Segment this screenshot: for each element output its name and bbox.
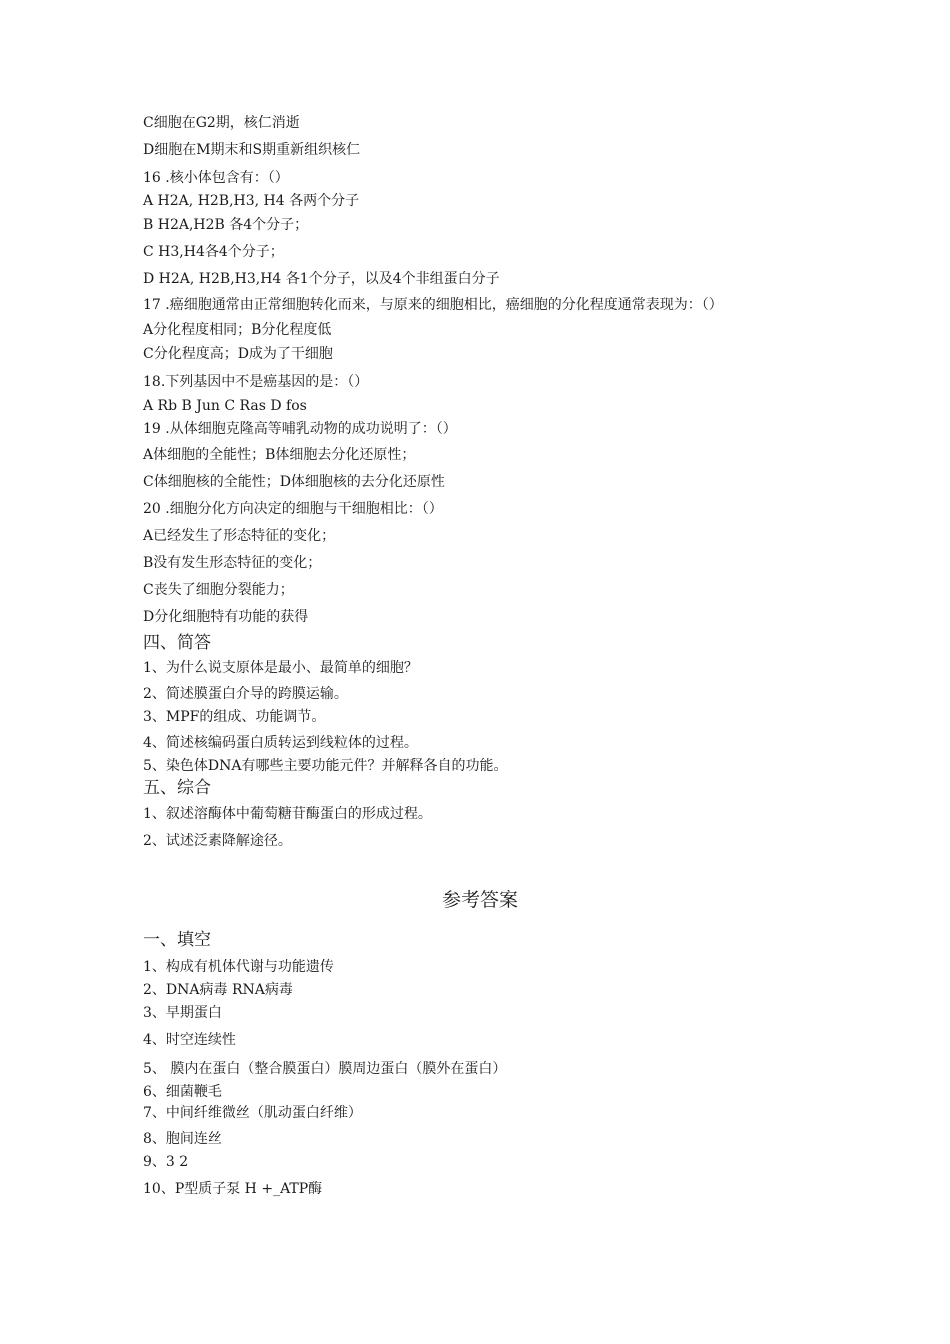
list-item: 1、为什么说支原体是最小、最简单的细胞？: [143, 660, 418, 676]
question-line: 16 .核小体包含有：（）: [143, 170, 289, 186]
list-item: 2、简述膜蛋白介导的跨膜运输。: [143, 686, 348, 702]
list-item: 2、试述泛素降解途径。: [143, 833, 292, 849]
section-heading: 五、综合: [143, 778, 211, 798]
option-line: A体细胞的全能性；B体细胞去分化还原性；: [143, 447, 416, 463]
question-line: 17 .癌细胞通常由正常细胞转化而来，与原来的细胞相比，癌细胞的分化程度通常表现为：（）: [143, 297, 723, 313]
question-line: 20 .细胞分化方向决定的细胞与干细胞相比：（）: [143, 501, 443, 517]
answer-item: 10、P型质子泵 H +_ATP酶: [143, 1181, 323, 1197]
answers-title: 参考答案: [441, 889, 518, 911]
option-line: D细胞在M期末和S期重新组织核仁: [143, 142, 361, 158]
section-heading: 一、填空: [143, 930, 211, 950]
list-item: 1、叙述溶酶体中葡萄糖苷酶蛋白的形成过程。: [143, 806, 432, 822]
option-line: B H2A,H2B 各4个分子；: [143, 217, 309, 233]
list-item: 5、染色体DNA有哪些主要功能元件？并解释各自的功能。: [143, 758, 508, 774]
option-line: C体细胞核的全能性；D体细胞核的去分化还原性: [143, 474, 445, 490]
answer-item: 1、构成有机体代谢与功能遗传: [143, 959, 334, 975]
option-line: C H3,H4各4个分子；: [143, 244, 284, 260]
question-line: 19 .从体细胞克隆高等哺乳动物的成功说明了：（）: [143, 421, 457, 437]
answer-item: 6、细菌鞭毛: [143, 1084, 222, 1100]
answer-item: 8、胞间连丝: [143, 1131, 222, 1147]
option-line: C丧失了细胞分裂能力；: [143, 582, 294, 598]
list-item: 3、MPF的组成、功能调节。: [143, 709, 326, 725]
question-line: 18.下列基因中不是癌基因的是：（）: [143, 374, 369, 390]
answer-item: 7、中间纤维微丝（肌动蛋白纤维）: [143, 1105, 362, 1121]
section-heading: 四、简答: [143, 633, 211, 653]
option-line: A H2A, H2B,H3, H4 各两个分子: [143, 193, 360, 209]
option-line: C分化程度高；D成为了干细胞: [143, 346, 333, 362]
option-line: B没有发生形态特征的变化；: [143, 555, 322, 571]
answer-item: 3、早期蛋白: [143, 1005, 222, 1021]
answer-item: 9、3 2: [143, 1154, 189, 1170]
option-line: D分化细胞特有功能的获得: [143, 609, 309, 625]
answer-item: 4、时空连续性: [143, 1032, 236, 1048]
option-line: D H2A, H2B,H3,H4 各1个分子，以及4个非组蛋白分子: [143, 271, 500, 287]
list-item: 4、简述核编码蛋白质转运到线粒体的过程。: [143, 735, 418, 751]
answer-item: 5、 膜内在蛋白（整合膜蛋白）膜周边蛋白（膜外在蛋白）: [143, 1061, 507, 1077]
option-line: C细胞在G2期，核仁消逝: [143, 115, 300, 131]
option-line: A Rb B Jun C Ras D fos: [143, 398, 307, 414]
option-line: A已经发生了形态特征的变化；: [143, 528, 336, 544]
option-line: A分化程度相同；B分化程度低: [143, 322, 332, 338]
answer-item: 2、DNA病毒 RNA病毒: [143, 982, 293, 998]
